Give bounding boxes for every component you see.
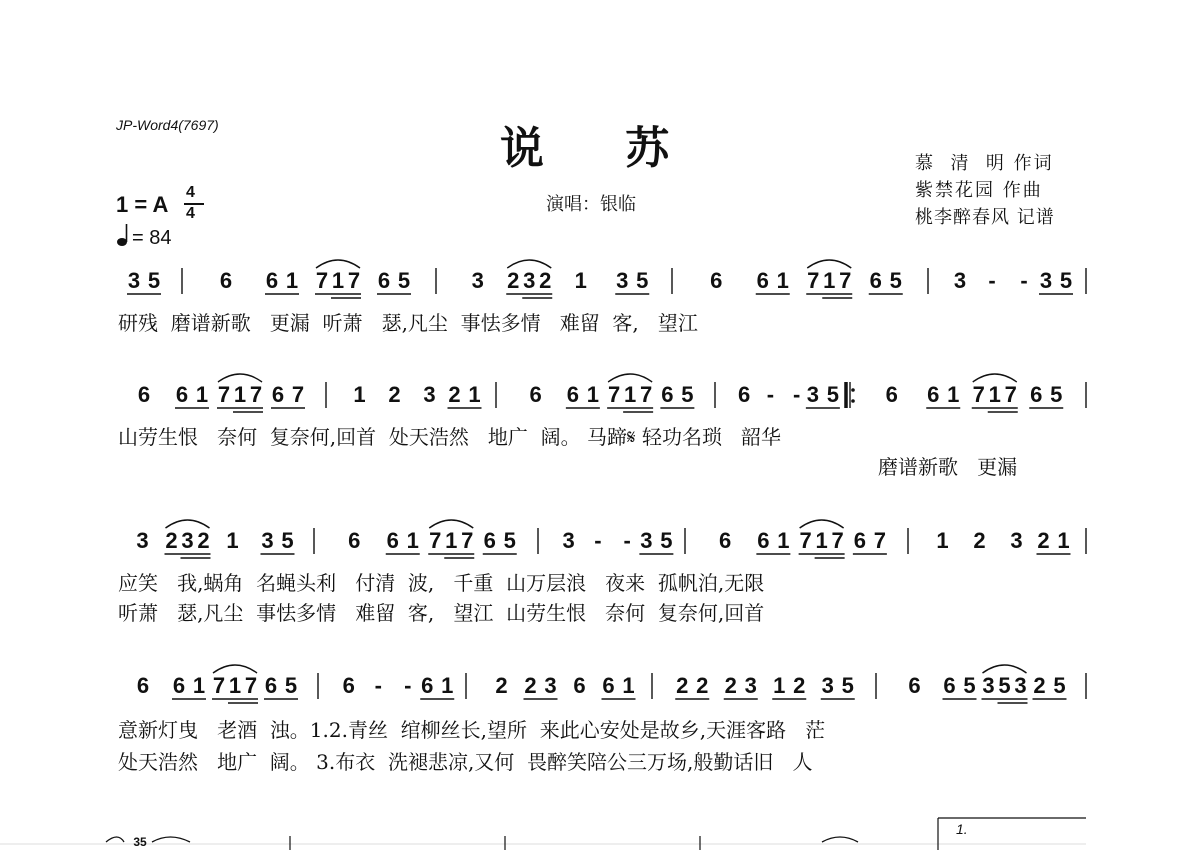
note-digit: 3 xyxy=(744,673,757,698)
note-digit: 3 xyxy=(640,528,653,553)
note-digit: 2 xyxy=(197,528,210,553)
note-digit: 7 xyxy=(873,528,886,553)
note-digit: 1 xyxy=(624,382,637,407)
tie-slur xyxy=(152,837,190,842)
note-digit: 1 xyxy=(285,268,299,293)
dash-extension: - xyxy=(623,528,631,553)
dash-extension: - xyxy=(404,673,412,698)
note-digit: 1 xyxy=(988,382,1001,407)
note-digit: 7 xyxy=(429,528,442,553)
tie-slur xyxy=(218,374,262,382)
note-digit: 1 xyxy=(574,268,587,293)
measure-number: 35 xyxy=(133,835,147,849)
note-digit: 5 xyxy=(963,673,976,698)
note-digit: 2 xyxy=(165,528,178,553)
lyric-line: 研残 磨谱新歌 更漏 听萧 瑟,凡尘 事怯多情 难留 客, 望江 xyxy=(118,311,698,335)
note-digit: 2 xyxy=(524,673,537,698)
credit-lyricist: 慕 清 明 作词 xyxy=(915,153,1054,174)
key-signature: 1 = A xyxy=(116,192,169,217)
note-digit: 2 xyxy=(495,673,508,698)
tie-slur xyxy=(106,837,124,842)
note-digit: 1 xyxy=(936,528,949,553)
note-digit: 6 xyxy=(265,268,279,293)
time-signature-bottom: 4 xyxy=(186,205,195,222)
note-digit: 7 xyxy=(249,382,263,407)
note-digit: 5 xyxy=(841,673,854,698)
lyric-line: 应笑 我,蜗角 名蝇头利 付清 波, 千重 山万层浪 夜来 孤帆泊,无限 xyxy=(118,571,765,595)
note-digit: 5 xyxy=(397,268,411,293)
tie-slur xyxy=(822,837,858,842)
note-digit: 2 xyxy=(696,673,709,698)
software-label: JP-Word4(7697) xyxy=(116,117,219,133)
note-digit: 7 xyxy=(1004,382,1017,407)
note-digit: 3 xyxy=(544,673,557,698)
dash-extension: - xyxy=(766,382,775,407)
repeat-dot xyxy=(851,399,855,403)
note-digit: 6 xyxy=(853,528,866,553)
note-digit: 2 xyxy=(448,382,461,407)
note-digit: 1 xyxy=(233,382,247,407)
note-digit: 6 xyxy=(602,673,615,698)
note-digit: 7 xyxy=(831,528,844,553)
note-digit: 3 xyxy=(1010,528,1023,553)
dash-extension: - xyxy=(594,528,602,553)
note-digit: 1 xyxy=(192,673,206,698)
note-digit: 2 xyxy=(1033,673,1046,698)
note-digit: 3 xyxy=(261,528,274,553)
note-digit: 6 xyxy=(869,268,882,293)
note-digit: 6 xyxy=(757,528,770,553)
note-digit: 3 xyxy=(616,268,629,293)
note-digit: 7 xyxy=(608,382,621,407)
lyric-line: 磨谱新歌 更漏 xyxy=(878,455,1018,479)
note-digit: 5 xyxy=(636,268,649,293)
note-digit: 3 xyxy=(821,673,834,698)
note-digit: 6 xyxy=(172,673,186,698)
note-digit: 5 xyxy=(681,382,694,407)
note-digit: 5 xyxy=(284,673,298,698)
note-digit: 1 xyxy=(815,528,828,553)
note-digit: 3 xyxy=(181,528,194,553)
note-digit: 5 xyxy=(503,528,516,553)
credit-composer: 紫禁花园 作曲 xyxy=(915,180,1043,201)
note-digit: 1 xyxy=(441,673,454,698)
singer-label: 演唱：银临 xyxy=(546,194,636,215)
note-digit: 6 xyxy=(661,382,674,407)
tie-slur xyxy=(807,260,851,268)
note-digit: 3 xyxy=(127,268,141,293)
note-digit: 7 xyxy=(347,268,361,293)
note-digit: 5 xyxy=(998,673,1011,698)
note-digit: 5 xyxy=(147,268,161,293)
note-digit: 6 xyxy=(386,528,399,553)
note-digit: 1 xyxy=(331,268,345,293)
tie-slur xyxy=(973,374,1017,382)
tempo-marking: = 84 xyxy=(132,227,172,249)
note-digit: 7 xyxy=(212,673,226,698)
note-digit: 6 xyxy=(710,268,723,293)
note-digit: 7 xyxy=(315,268,329,293)
note-digit: 2 xyxy=(539,268,552,293)
note-digit: 7 xyxy=(217,382,231,407)
note-digit: 1 xyxy=(228,673,242,698)
note-digit: 6 xyxy=(421,673,434,698)
note-digit: 3 xyxy=(953,268,967,293)
note-digit: 3 xyxy=(1039,268,1053,293)
note-digit: 6 xyxy=(175,382,189,407)
note-digit: 1 xyxy=(586,382,599,407)
tie-slur xyxy=(213,665,257,673)
note-digit: 5 xyxy=(1053,673,1066,698)
note-digit: 6 xyxy=(756,268,769,293)
note-digit: 1 xyxy=(406,528,419,553)
note-digit: 1 xyxy=(773,673,786,698)
volta-label: 1. xyxy=(956,821,968,837)
note-digit: 3 xyxy=(562,528,575,553)
note-digit: 5 xyxy=(660,528,673,553)
dash-extension: - xyxy=(1020,268,1028,293)
note-digit: 1 xyxy=(776,268,789,293)
note-digit: 5 xyxy=(281,528,294,553)
note-digit: 6 xyxy=(342,673,355,698)
note-digit: 6 xyxy=(348,528,361,553)
note-digit: 2 xyxy=(724,673,737,698)
note-digit: 6 xyxy=(738,382,751,407)
note-digit: 2 xyxy=(676,673,689,698)
note-digit: 1 xyxy=(445,528,458,553)
note-digit: 3 xyxy=(982,673,995,698)
note-digit: 6 xyxy=(136,673,150,698)
tie-slur xyxy=(316,260,360,268)
note-digit: 6 xyxy=(137,382,151,407)
note-digit: 7 xyxy=(244,673,258,698)
note-digit: 6 xyxy=(483,528,496,553)
note-digit: 7 xyxy=(839,268,852,293)
tie-slur xyxy=(983,665,1027,673)
note-digit: 3 xyxy=(471,268,484,293)
dash-extension: - xyxy=(374,673,382,698)
lyric-line: 山劳生恨 奈何 复奈何,回首 处天浩然 地广 阔。 马蹄𝄋 轻功名琐 韶华 xyxy=(118,425,782,449)
note-digit: 6 xyxy=(908,673,921,698)
note-digit: 6 xyxy=(377,268,391,293)
note-digit: 7 xyxy=(291,382,305,407)
note-digit: 5 xyxy=(1059,268,1073,293)
tie-slur xyxy=(429,520,473,528)
note-digit: 6 xyxy=(943,673,956,698)
note-digit: 6 xyxy=(573,673,586,698)
note-digit: 1 xyxy=(226,528,239,553)
note-digit: 1 xyxy=(195,382,209,407)
note-digit: 2 xyxy=(973,528,986,553)
note-digit: 6 xyxy=(719,528,732,553)
note-digit: 7 xyxy=(972,382,985,407)
tie-slur xyxy=(608,374,652,382)
note-digit: 7 xyxy=(640,382,653,407)
note-digit: 5 xyxy=(826,382,839,407)
note-digit: 2 xyxy=(507,268,520,293)
note-digit: 1 xyxy=(947,382,960,407)
credit-transcriber: 桃李醉春风 记谱 xyxy=(915,207,1055,228)
note-digit: 6 xyxy=(885,382,898,407)
note-digit: 6 xyxy=(271,382,285,407)
time-signature-top: 4 xyxy=(186,184,195,201)
note-digit: 1 xyxy=(823,268,836,293)
tie-slur xyxy=(166,520,210,528)
song-title: 说 苏 xyxy=(500,123,674,174)
note-digit: 1 xyxy=(622,673,635,698)
note-digit: 6 xyxy=(566,382,579,407)
note-digit: 2 xyxy=(793,673,806,698)
lyric-line: 意新灯曳 老酒 浊。1.2.青丝 绾柳丝长,望所 来此心安处是故乡,天涯客路 茫 xyxy=(118,718,826,742)
repeat-dot xyxy=(851,388,855,392)
tie-slur xyxy=(800,520,844,528)
note-digit: 1 xyxy=(468,382,481,407)
note-digit: 3 xyxy=(1014,673,1027,698)
tie-slur xyxy=(507,260,551,268)
note-digit: 5 xyxy=(889,268,902,293)
note-digit: 3 xyxy=(523,268,536,293)
note-digit: 3 xyxy=(806,382,819,407)
note-digit: 6 xyxy=(219,268,233,293)
note-digit: 5 xyxy=(1050,382,1063,407)
lyric-line: 处天浩然 地广 阔。 3.布衣 洗褪悲凉,又何 畏醉笑陪公三万场,般勤话旧 人 xyxy=(118,750,813,774)
note-digit: 6 xyxy=(1030,382,1043,407)
dash-extension: - xyxy=(988,268,996,293)
note-digit: 6 xyxy=(264,673,278,698)
note-digit: 3 xyxy=(423,382,436,407)
note-digit: 1 xyxy=(777,528,790,553)
note-digit: 1 xyxy=(1057,528,1070,553)
note-digit: 6 xyxy=(529,382,542,407)
note-digit: 6 xyxy=(927,382,940,407)
note-digit: 2 xyxy=(1037,528,1050,553)
note-digit: 2 xyxy=(388,382,401,407)
note-digit: 7 xyxy=(461,528,474,553)
note-digit: 7 xyxy=(807,268,820,293)
dash-extension: - xyxy=(792,382,801,407)
note-digit: 3 xyxy=(136,528,149,553)
note-digit: 1 xyxy=(353,382,366,407)
lyric-line: 听萧 瑟,凡尘 事怯多情 难留 客, 望江 山劳生恨 奈何 复奈何,回首 xyxy=(118,601,765,625)
note-digit: 7 xyxy=(799,528,812,553)
